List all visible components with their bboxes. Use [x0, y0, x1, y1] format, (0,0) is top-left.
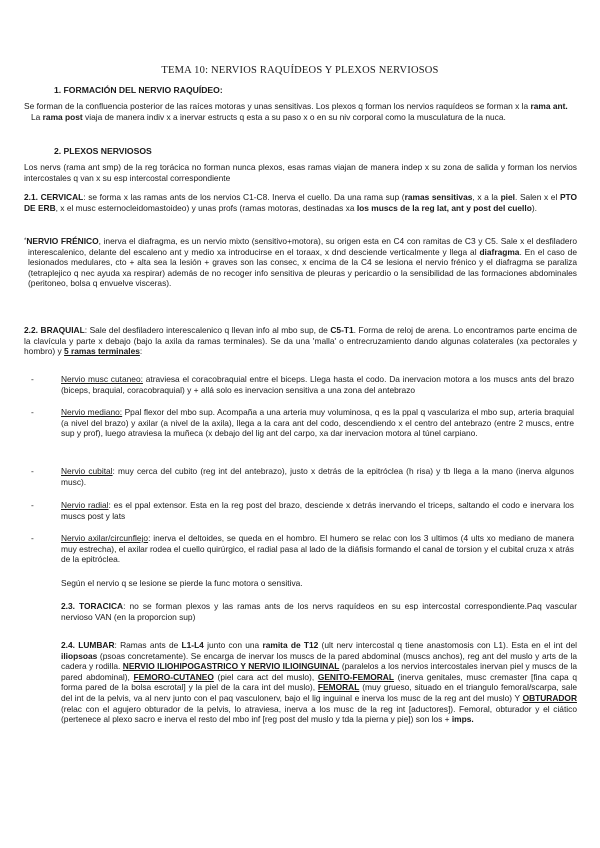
text-lumbar-7: (inerva genitales, musc cremaster [fina capa q forma pared de la bolsa escrotal] y la piel de la cara int del muslo), [61, 671, 577, 693]
text-femoral: FEMORAL [317, 682, 360, 693]
bullet-dash: - [31, 466, 34, 476]
text-frenico-1: , inerva el diafragma, es un nervio mixto (sensitivo+motora), su origen esta en C4 con ramitas de C3 y C5. Sale x el desfiladero interescalenico, delante del escaleno ant y medio xa introducirse en el toraax, x dnd desciende verticalmente y llega al [28, 236, 577, 257]
paragraph-cervical [24, 192, 577, 213]
text-muscs-cuello: los muscs de la reg lat, ant y post del cuello [356, 202, 532, 213]
text-imps: imps. [451, 714, 474, 725]
list-item-axilar [31, 533, 574, 565]
paragraph-braquial [24, 325, 577, 357]
text-braquial-1: : Sale del desfiladero interescalenico q llevan info al mbo sup, de [84, 325, 331, 335]
text-toracica-1: : no se forman plexos y las ramas ants de los nervs raquídeos en su esp intercostal correspondiente.Paq vascular nervioso VAN (en la proporcion sup) [61, 601, 577, 622]
item-name-radial: Nervio radial [61, 500, 109, 510]
paragraph-frenico: *NERVIO FRÉNICO, inerva el diafragma, es un nervio mixto (sensitivo+motora), su origen esta en C4 con ramitas de C3 y C5. Sale x el desfiladero interescalenico, delante del escaleno ant y medio xa introducirse en el toraax, x dnd desciende verticalmente y llega al diafragma. En el caso de lesionados medulares, cto + alta sea la lesión + graves son las consec, x encima de la C4 se lesiona el nervio frénico y el diafragma se paraliza (tetraplejico q nec ayuda xa respirar) además de no recoger info sensitiva de pleuras y pericardio o la sensibilidad de las formaciones abdominales (peritoneo, bolsa q envuelve visceras). [24, 236, 577, 289]
text-c5-t1: C5-T1 [330, 325, 354, 335]
item-text-cubital: : muy cerca del cubito (reg int del antebrazo), justo x detrás de la epitróclea (h risa) y tb llega a la mano (inerva algunos musc). [61, 466, 574, 487]
text-cervical-1: : se forma x las ramas ants de los nervios C1-C8. Inerva el cuello. Da una rama sup ( [83, 192, 405, 202]
text-obturador: OBTURADOR [522, 692, 577, 703]
bullet-dash: - [31, 500, 34, 510]
text-formacion-2a: La [31, 111, 43, 122]
bullet-dash: - [31, 374, 34, 384]
paragraph-lumbar [61, 640, 577, 725]
text-cervical-4: , x el musc esternocleidomastoideo) y unas profs (ramas motoras, destinadas xa [55, 202, 357, 213]
text-braquial-3: : [139, 346, 143, 357]
text-ramita-t12: ramita de T12 [262, 640, 319, 650]
bullet-dash: - [31, 407, 34, 417]
text-braquial-2: . Forma de reloj de arena. Lo encontramos parte encima de la clavícula y parte x debajo (bajo la axila da ramas terminales). Se da una 'malla' o entrecruzamiento dando algunas colaterales (xa pectorales y hombro) y [24, 325, 577, 357]
bullet-dash: - [31, 533, 34, 543]
item-text-musc-cutaneo: atraviesa el coracobraquial entre el biceps. Llega hasta el codo. Da inervacion motora a los muscs ants del brazo (biceps, braquial, coracobraquial) y + allá solo es inervacion sensitiva a una zona del antebrazo [61, 374, 574, 395]
label-cervical: 2.1. CERVICAL [24, 192, 84, 202]
text-5-ramas-terminales: 5 ramas terminales [64, 346, 140, 357]
text-lumbar-9: (relac con el agujero obturador de la pelvis, lo atraviesa, inerva a los musc de la reg int [aductores]). Femoral, obturador y el ciático (pertenece al plexo sacro e inerva el resto del mbo inf [reg post del muslo y tda la pierna y pie]) son los + [61, 703, 577, 725]
text-lumbar-3: (ult nerv intercostal q tiene anastomosis con L1). Esta en el int del [318, 640, 577, 650]
paragraph-formacion [24, 101, 577, 122]
heading-plexos: 2. PLEXOS NERVIOSOS [54, 146, 152, 156]
text-cervical-5: ). [531, 202, 537, 213]
list-item-cubital [31, 466, 574, 487]
text-iliopsoas: iliopsoas [61, 650, 98, 661]
list-item-musc-cutaneo [31, 374, 574, 395]
text-diafragma: diafragma [479, 246, 520, 257]
text-lumbar-6: (piel cara act del muslo), [213, 671, 318, 682]
text-genito-femoral: GENITO-FEMORAL [317, 671, 394, 682]
item-text-mediano: Ppal flexor del mbo sup. Acompaña a una arteria muy voluminosa, q es la ppal q vasculariza el mbo sup, arteria braquial (a nivel del brazo) y axilar (a nivel de la axila), llega a la cara ant del codo, descendiendo x el centro del antebrazo (entre 2 muscs, entre sup y prof), luego atraviesa la muñeca (x debajo del lig ant del carpo, xa dar inervacion motora al túnel carpiano. [61, 407, 574, 439]
list-item-radial [31, 500, 574, 521]
text-lumbar-2: junto con una [203, 640, 263, 650]
text-lumbar-8: (muy grueso, situado en el triangulo femoral/scarpa, sale del int de la pelvis, va al nerv junto con el paq vasculonerv, bajo el lig inguinal e inerva los musc de la reg ant del muslo) Y [61, 682, 577, 703]
item-name-axilar: Nervio axilar/circunflejo [61, 533, 149, 543]
heading-formacion: 1. FORMACIÓN DEL NERVIO RAQUÍDEO: [54, 85, 223, 95]
text-iliohipogastrico: NERVIO ILIOHIPOGASTRICO Y NERVIO ILIOINGUINAL [122, 661, 340, 672]
text-formacion-1: Se forman de la confluencia posterior de las raíces motoras y unas sensitivas. Los plexos q forman los nervios raquídeos se forman x la [24, 101, 531, 111]
page-title: TEMA 10: NERVIOS RAQUÍDEOS Y PLEXOS NERVIOSOS [161, 65, 439, 76]
text-pto-erb: PTO DE ERB [24, 192, 578, 213]
text-lumbar-5: (paralelos a los nervios intercostales inervan piel y muscs de la pared abdominal), [61, 661, 577, 682]
item-text-axilar: : inerva el deltoides, se queda en el hombro. El humero se relac con los 3 ultimos (4 ults xo mediano de manera muy estrecha), el axilar rodea el cuello quirúrgico, el radial pasa al lado de la diáfisis formando el canal de torsion y el cubital cruza x atrás de la epitróclea. [61, 533, 574, 565]
paragraph-segun: Según el nervio q se lesione se pierde la func motora o sensitiva. [61, 578, 303, 588]
text-rama-ant: rama ant. [530, 101, 568, 111]
text-cervical-3: . Salen x el [515, 192, 560, 202]
text-frenico-2: . En el caso de lesionados medulares, cto + alta sea la lesión + graves son las consec, x encima de la C4 se lesiona el nervio frénico y el diafragma se paraliza (tetraplejico q nec ayuda xa respirar) además de no recoger info sensitiva de pleuras y pericardio o la sensibilidad de las formaciones abdominales (peritoneo, bolsa q envuelve visceras). [28, 246, 577, 289]
text-cervical-2: , x a la [472, 192, 501, 202]
paragraph-plexos: Los nervs (rama ant smp) de la reg torácica no forman nunca plexos, esas ramas viajan de manera indep x su zona de salida y forman los nervios intercostales q van x su esp intercostal correspondiente [24, 162, 577, 183]
text-lumbar-1: : Ramas ants de [114, 640, 182, 650]
list-item-mediano [31, 407, 574, 439]
label-lumbar: 2.4. LUMBAR [61, 640, 115, 650]
item-name-mediano: Nervio mediano: [61, 407, 123, 417]
label-braquial: 2.2. BRAQUIAL [24, 325, 85, 335]
text-formacion-2c: viaja de manera indiv x a inervar estructs q esta a su paso x o en su niv corporal como la musculatura de la nuca. [82, 111, 506, 122]
text-rama-post: rama post [42, 111, 83, 122]
text-piel: piel [500, 192, 515, 202]
text-l1-l4: L1-L4 [181, 640, 204, 650]
item-text-radial: : es el ppal extensor. Esta en la reg post del brazo, desciende x detrás inervando el triceps, saltando el codo e inervara los muscs post y lats [61, 500, 574, 521]
text-femoro-cutaneo: FEMORO-CUTANEO [133, 671, 214, 682]
paragraph-toracica [61, 601, 577, 622]
label-toracica: 2.3. TORACICA [61, 601, 124, 611]
item-name-musc-cutaneo: Nervio musc cutaneo: [61, 374, 143, 384]
label-nervio-frenico: NERVIO FRÉNICO [26, 236, 99, 246]
text-lumbar-4: (psoas concretamente). Se encarga de inervar los muscs de la pared abdominal (muscs anchos), reg ant del muslo y arts de la cadera y rodilla. [61, 650, 577, 672]
text-ramas-sensitivas: ramas sensitivas [404, 192, 473, 202]
item-name-cubital: Nervio cubital [61, 466, 113, 476]
